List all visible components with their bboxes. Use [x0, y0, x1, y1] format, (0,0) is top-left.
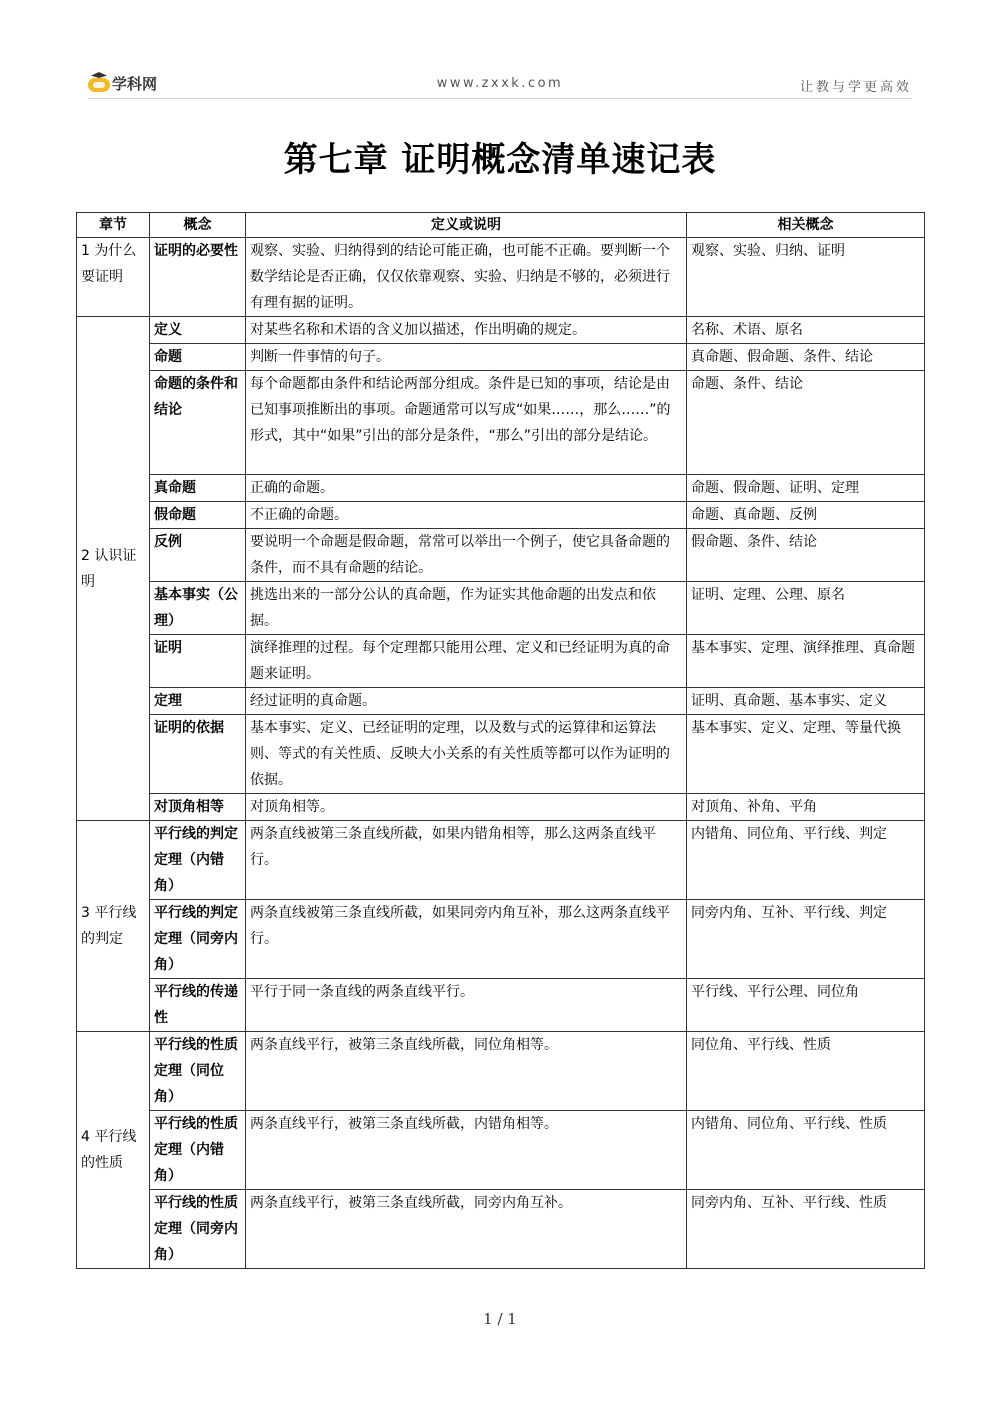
related-cell: 名称、术语、原名 — [687, 317, 925, 344]
related-cell: 真命题、假命题、条件、结论 — [687, 344, 925, 371]
concept-cell: 证明的必要性 — [150, 238, 246, 317]
concept-cell: 平行线的传递性 — [150, 979, 246, 1032]
related-cell: 证明、定理、公理、原名 — [687, 582, 925, 635]
header-related: 相关概念 — [687, 213, 925, 238]
table-row — [77, 688, 925, 715]
table-row — [77, 502, 925, 529]
concept-cell: 命题 — [150, 344, 246, 371]
header-concept: 概念 — [150, 213, 246, 238]
chapter-cell: 3 平行线的判定 — [77, 821, 150, 1032]
related-cell: 基本事实、定义、定理、等量代换 — [687, 715, 925, 794]
definition-cell: 两条直线被第三条直线所截，如果内错角相等，那么这两条直线平行。 — [246, 821, 687, 900]
table-row — [77, 1190, 925, 1269]
related-cell: 同旁内角、互补、平行线、性质 — [687, 1190, 925, 1269]
related-cell: 命题、假命题、证明、定理 — [687, 475, 925, 502]
table-row — [77, 317, 925, 344]
related-cell: 命题、真命题、反例 — [687, 502, 925, 529]
related-cell: 内错角、同位角、平行线、判定 — [687, 821, 925, 900]
definition-cell: 经过证明的真命题。 — [246, 688, 687, 715]
concept-cell: 反例 — [150, 529, 246, 582]
definition-cell: 不正确的命题。 — [246, 502, 687, 529]
concept-cell: 平行线的性质定理（内错角） — [150, 1111, 246, 1190]
definition-cell: 两条直线被第三条直线所截，如果同旁内角互补，那么这两条直线平行。 — [246, 900, 687, 979]
concept-table — [76, 212, 925, 1269]
definition-cell: 正确的命题。 — [246, 475, 687, 502]
table-row — [77, 529, 925, 582]
concept-cell: 命题的条件和结论 — [150, 371, 246, 475]
definition-cell: 判断一件事情的句子。 — [246, 344, 687, 371]
definition-cell: 基本事实、定义、已经证明的定理，以及数与式的运算律和运算法则、等式的有关性质、反映大小关系的有关性质等都可以作为证明的依据。 — [246, 715, 687, 794]
table-row — [77, 238, 925, 317]
concept-cell: 对顶角相等 — [150, 794, 246, 821]
concept-cell: 平行线的判定定理（同旁内角） — [150, 900, 246, 979]
table-row — [77, 900, 925, 979]
concept-cell: 定理 — [150, 688, 246, 715]
concept-cell: 证明 — [150, 635, 246, 688]
table-row — [77, 371, 925, 475]
page-number: 1 / 1 — [483, 1310, 517, 1328]
definition-cell: 两条直线平行，被第三条直线所截，同位角相等。 — [246, 1032, 687, 1111]
page-header — [88, 70, 912, 99]
definition-cell: 对顶角相等。 — [246, 794, 687, 821]
related-cell: 命题、条件、结论 — [687, 371, 925, 475]
table-row — [77, 475, 925, 502]
definition-cell: 两条直线平行，被第三条直线所截，同旁内角互补。 — [246, 1190, 687, 1269]
definition-cell: 两条直线平行，被第三条直线所截，内错角相等。 — [246, 1111, 687, 1190]
table-row — [77, 794, 925, 821]
table-row — [77, 635, 925, 688]
table-row — [77, 821, 925, 900]
table-row — [77, 344, 925, 371]
concept-cell: 真命题 — [150, 475, 246, 502]
chapter-cell: 1 为什么要证明 — [77, 238, 150, 317]
concept-cell: 平行线的性质定理（同位角） — [150, 1032, 246, 1111]
related-cell: 平行线、平行公理、同位角 — [687, 979, 925, 1032]
definition-cell: 要说明一个命题是假命题，常常可以举出一个例子，使它具备命题的条件，而不具有命题的结论。 — [246, 529, 687, 582]
related-cell: 基本事实、定理、演绎推理、真命题 — [687, 635, 925, 688]
concept-cell: 假命题 — [150, 502, 246, 529]
chapter-cell: 4 平行线的性质 — [77, 1032, 150, 1269]
definition-cell: 对某些名称和术语的含义加以描述，作出明确的规定。 — [246, 317, 687, 344]
definition-cell: 挑选出来的一部分公认的真命题，作为证实其他命题的出发点和依据。 — [246, 582, 687, 635]
related-cell: 观察、实验、归纳、证明 — [687, 238, 925, 317]
concept-cell: 平行线的性质定理（同旁内角） — [150, 1190, 246, 1269]
table-row — [77, 1032, 925, 1111]
header-definition: 定义或说明 — [246, 213, 687, 238]
definition-cell: 平行于同一条直线的两条直线平行。 — [246, 979, 687, 1032]
slogan: 让教与学更高效 — [799, 80, 912, 95]
related-cell: 同位角、平行线、性质 — [687, 1032, 925, 1111]
table-header-row — [77, 213, 925, 238]
related-cell: 证明、真命题、基本事实、定义 — [687, 688, 925, 715]
chapter-cell: 2 认识证明 — [77, 317, 150, 821]
header-chapter: 章节 — [77, 213, 150, 238]
concept-cell: 定义 — [150, 317, 246, 344]
definition-cell: 每个命题都由条件和结论两部分组成。条件是已知的事项，结论是由已知事项推断出的事项。命题通常可以写成“如果……，那么……”的形式，其中“如果”引出的部分是条件，“那么”引出的部分是结论。 — [246, 371, 687, 475]
table-row — [77, 715, 925, 794]
table-body — [77, 238, 925, 1269]
related-cell: 内错角、同位角、平行线、性质 — [687, 1111, 925, 1190]
concept-cell: 基本事实（公理） — [150, 582, 246, 635]
table-row — [77, 1111, 925, 1190]
related-cell: 对顶角、补角、平角 — [687, 794, 925, 821]
table-row — [77, 582, 925, 635]
page-title: 第七章 证明概念清单速记表 — [283, 140, 717, 180]
site-url: www.zxxk.com — [436, 76, 564, 91]
related-cell: 同旁内角、互补、平行线、判定 — [687, 900, 925, 979]
concept-cell: 证明的依据 — [150, 715, 246, 794]
definition-cell: 观察、实验、归纳得到的结论可能正确，也可能不正确。要判断一个数学结论是否正确，仅仅依靠观察、实验、归纳是不够的，必须进行有理有据的证明。 — [246, 238, 687, 317]
table-row — [77, 979, 925, 1032]
concept-cell: 平行线的判定定理（内错角） — [150, 821, 246, 900]
related-cell: 假命题、条件、结论 — [687, 529, 925, 582]
logo-text: 学科网 — [112, 74, 158, 93]
definition-cell: 演绎推理的过程。每个定理都只能用公理、定义和已经证明为真的命题来证明。 — [246, 635, 687, 688]
